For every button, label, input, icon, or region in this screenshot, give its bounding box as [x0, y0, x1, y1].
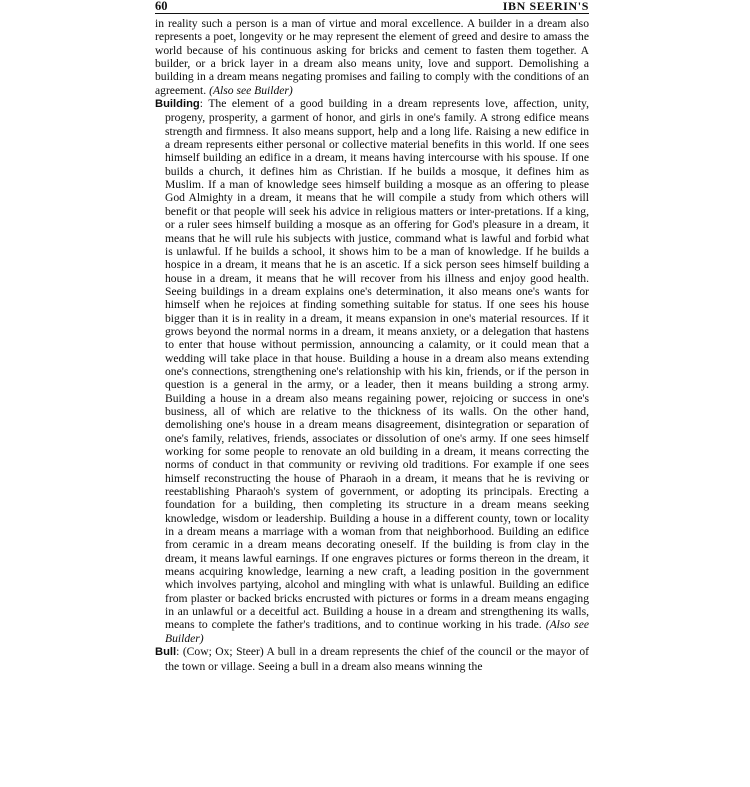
entry-term: Bull	[155, 646, 177, 659]
running-head	[155, 0, 589, 14]
entry-building	[155, 97, 589, 645]
page-number: 60	[155, 0, 168, 13]
header-rule	[155, 13, 589, 14]
paragraph-body: in reality such a person is a man of virtue and moral excellence. A builder in a dream also represents a poet, longevity or he may represent the element of greed and desire to amass the world because of his continuous asking for bricks and cement to fasten them together. A builder, or a brick layer in a dream also means unity, love and support. Demolishing a building in a dream means negating promises and failing to comply with the conditions of an agreement.	[155, 17, 589, 97]
entry-separator: :	[176, 645, 183, 659]
entry-body: (Cow; Ox; Steer) A bull in a dream represents the chief of the council or the mayor of the town or village. Seeing a bull in a dream also means winning the	[165, 645, 590, 673]
paragraph-builder-continued	[155, 17, 589, 97]
entry-separator: :	[199, 97, 209, 111]
entry-term: Building	[155, 98, 200, 111]
cross-reference: (Also see Builder)	[165, 618, 589, 645]
entry-body: The element of a good building in a dream represents love, affection, unity, progeny, prosperity, a garment of honor, and girls in one's family. A strong edifice means strength and firmness. It also means support, help and a long life. Raising a new edifice in a dream represents either personal or collective material benefits in this world. If one sees himself building an edifice in a dream, it means having intercourse with his spouse. If one builds a church, it defines him as Christian. If he builds a mosque, it defines him as Muslim. If a man of knowledge sees himself building a mosque as an offering to please God Almighty in a dream, it means that he will compile a study from which others will benefit or that people will seek his advice in religious matters or inter-pretations. If a king, or a ruler sees himself building a mosque as an offering for God's pleasure in a dream, it means that he will rule his subjects with justice, command what is lawful and forbid what is unlawful. If he builds a school, it shows him to be a man of knowledge. If he builds a hospice in a dream, it means that he is an ascetic. If a sick person sees himself building a house in a dream, it means that he will recover from his illness and enjoy good health. Seeing buildings in a dream explains one's determination, it also means one's wants for himself when he rejoices at finding something suitable for status. If one sees his house bigger than it is in reality in a dream, it means expansion in one's material resources. If it grows beyond the normal norms in a dream, it means anxiety, or a delegation that hastens to enter that house without permission, announcing a calamity, or it could mean that a wedding will take place in that house. Building a house in a dream also means extending one's connections, strengthening one's relationship with his kin, friends, or if the person in question is a general in the army, or a leader, then it means building a strong army. Building a house in a dream also means regaining power, rejoicing or success in one's business, all of which are relative to the thickness of its walls. On the other hand, demolishing one's house in a dream means disagreement, disintegration or separation of one's family, relatives, friends, associates or dissolution of one's army. If one sees himself working for some people to renovate an old building in a dream, it means correcting the norms of conduct in that community or reviving old traditions. For example if one sees himself reconstructing the house of Pharaoh in a dream, it means that he is reviving or reestablishing Pharaoh's system of government, or adopting its principals. Erecting a foundation for a building, then completing its structure in a dream means seeking knowledge, wisdom or leadership. Building a house in a different county, town or locality in a dream means a marriage with a woman from that neighborhood. Building an edifice from ceramic in a dream means decorating oneself. If the building is from clay in the dream, it means lawful earnings. If one engraves pictures or forms thereon in the dream, it means acquiring knowledge, learning a new craft, a leading position in the government which involves partying, alcohol and mingling with what is unlawful. Building an edifice from plaster or backed bricks encrusted with pictures or forms in a dream means engaging in an unlawful or a deceitful act. Building a house in a dream and strengthening its walls, means to complete the father's traditions, and to continue working in his trade.	[165, 97, 589, 632]
text-column	[155, 17, 589, 673]
cross-reference: (Also see Builder)	[209, 83, 293, 97]
running-book-title: IBN SEERIN'S	[502, 0, 589, 13]
entry-bull	[155, 645, 589, 673]
